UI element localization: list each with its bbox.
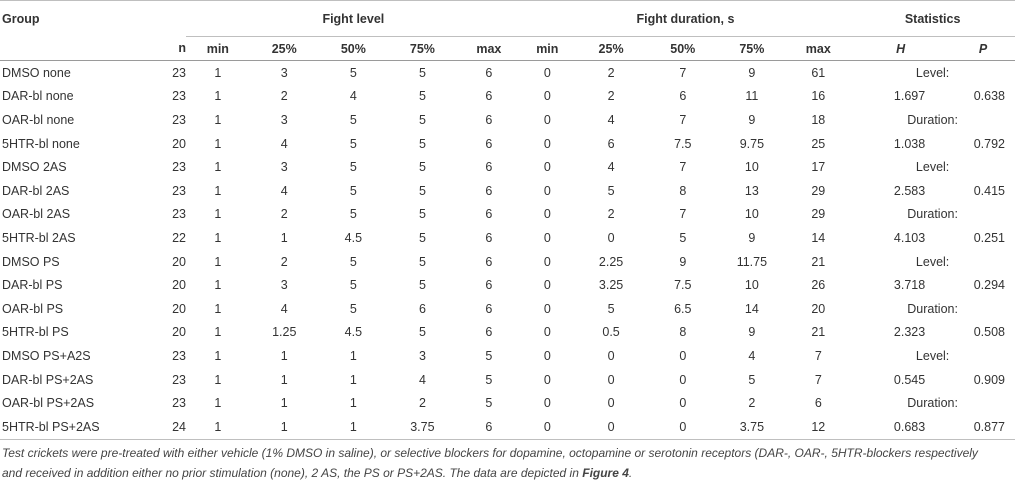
level-75-cell: 5	[418, 230, 426, 245]
duration-max-cell: 6	[814, 396, 822, 411]
level-75-cell: 5	[418, 278, 426, 293]
duration-50-cell: 7.5	[674, 136, 692, 151]
level-max-cell: 6	[485, 230, 493, 245]
p-cell: 0.415	[973, 183, 1005, 198]
figure-link[interactable]: Figure 4	[582, 466, 629, 480]
header-level-min: min	[186, 37, 250, 61]
n-cell: 20	[172, 136, 186, 151]
level-75-cell: 5	[418, 183, 426, 198]
duration-50-cell: 9	[679, 254, 687, 269]
duration-max-cell: 25	[811, 136, 826, 151]
level-50-cell: 4.5	[344, 325, 363, 340]
duration-75-cell: 10	[744, 207, 759, 222]
h-cell: 2.583	[893, 183, 926, 198]
level-25-cell: 2	[280, 254, 288, 269]
duration-max-cell: 18	[811, 112, 826, 127]
level-max-cell: 6	[485, 112, 493, 127]
level-75-cell: 5	[418, 325, 426, 340]
level-25-cell: 3	[280, 160, 288, 175]
level-75-cell: 2	[418, 396, 426, 411]
level-min-cell: 1	[214, 65, 222, 80]
level-min-cell: 1	[214, 301, 222, 316]
level-75-cell: 6	[418, 301, 426, 316]
level-50-cell: 1	[349, 348, 357, 363]
duration-min-cell: 0	[521, 415, 574, 439]
duration-max-cell: 20	[811, 301, 826, 316]
duration-50-cell: 8	[679, 325, 687, 340]
duration-75-cell: 9	[748, 325, 756, 340]
level-50-cell: 5	[349, 112, 357, 127]
table-row	[0, 368, 1015, 392]
h-cell: 0.545	[893, 372, 926, 387]
level-max-cell: 6	[485, 254, 493, 269]
group-cell: DAR-bl 2AS	[2, 183, 70, 198]
duration-50-cell: 7	[679, 160, 687, 175]
duration-25-cell: 6	[607, 136, 615, 151]
level-50-cell: 1	[349, 372, 357, 387]
table-row	[0, 61, 1015, 85]
p-cell: 0.638	[973, 89, 1005, 104]
duration-75-cell: 9.75	[739, 136, 765, 151]
footnote-period: .	[628, 466, 633, 480]
level-min-cell: 1	[214, 160, 222, 175]
duration-25-cell: 0	[607, 372, 615, 387]
group-cell: OAR-bl 2AS	[2, 207, 71, 222]
level-min-cell: 1	[186, 415, 250, 439]
statistics-label-cell: Level:	[915, 348, 950, 363]
level-min-cell: 1	[214, 348, 222, 363]
level-25-cell: 2	[280, 89, 288, 104]
h-cell: 1.038	[893, 136, 926, 151]
duration-25-cell: 2.25	[598, 254, 624, 269]
level-max-cell: 6	[485, 160, 493, 175]
header-duration-75: 75%	[717, 37, 786, 61]
statistics-label-cell: Level:	[915, 254, 950, 269]
level-50-cell: 5	[349, 301, 357, 316]
level-50-cell: 1	[319, 415, 388, 439]
duration-25-cell: 5	[607, 183, 615, 198]
level-25-cell: 2	[280, 207, 288, 222]
table-row	[0, 391, 1015, 415]
header-level-50: 50%	[319, 37, 388, 61]
level-25-cell: 1	[280, 230, 288, 245]
table-row	[0, 250, 1015, 274]
duration-max-cell: 21	[811, 254, 826, 269]
duration-50-cell: 0	[648, 415, 717, 439]
h-cell: 4.103	[893, 230, 926, 245]
header-level-max: max	[457, 37, 521, 61]
level-min-cell: 1	[214, 254, 222, 269]
level-min-cell: 1	[214, 396, 222, 411]
statistics-label-cell: Level:	[915, 160, 950, 175]
duration-75-cell: 11.75	[736, 254, 768, 269]
duration-min-cell: 0	[543, 207, 551, 222]
group-cell: 5HTR-bl 2AS	[2, 230, 76, 245]
n-cell: 23	[172, 183, 186, 198]
level-25-cell: 3	[280, 65, 288, 80]
duration-max-cell: 21	[811, 325, 826, 340]
duration-25-cell: 4	[607, 160, 615, 175]
header-h: H	[850, 37, 951, 61]
level-min-cell: 1	[214, 372, 222, 387]
group-cell: DMSO PS	[2, 254, 60, 269]
p-cell: 0.877	[951, 415, 1015, 439]
duration-min-cell: 0	[543, 278, 551, 293]
duration-25-cell: 0	[607, 230, 615, 245]
level-25-cell: 1	[280, 372, 288, 387]
duration-50-cell: 7	[679, 207, 687, 222]
duration-75-cell: 9	[748, 112, 756, 127]
duration-75-cell: 11	[745, 89, 759, 104]
header-duration-50: 50%	[648, 37, 717, 61]
p-cell: 0.508	[973, 325, 1005, 340]
level-50-cell: 5	[349, 65, 357, 80]
n-cell: 20	[172, 254, 186, 269]
table-row	[0, 132, 1015, 156]
duration-25-cell: 2	[607, 89, 615, 104]
duration-max-cell: 7	[814, 372, 822, 387]
level-50-cell: 4	[349, 89, 357, 104]
group-cell: OAR-bl PS	[2, 301, 64, 316]
level-max-cell: 6	[457, 415, 521, 439]
level-50-cell: 1	[349, 396, 357, 411]
level-min-cell: 1	[214, 136, 222, 151]
duration-50-cell: 5	[679, 230, 687, 245]
n-cell: 20	[172, 301, 186, 316]
duration-min-cell: 0	[543, 89, 551, 104]
level-min-cell: 1	[214, 89, 222, 104]
p-cell: 0.251	[973, 230, 1005, 245]
header-level-75: 75%	[388, 37, 457, 61]
duration-max-cell: 29	[811, 207, 826, 222]
table-row	[0, 203, 1015, 227]
table-row	[0, 108, 1015, 132]
group-cell: 5HTR-bl PS	[2, 325, 69, 340]
level-75-cell: 5	[418, 160, 426, 175]
statistics-label-cell: Duration:	[907, 207, 958, 222]
statistics-label-cell: Duration:	[907, 301, 958, 316]
level-25-cell: 3	[280, 278, 288, 293]
duration-75-cell: 9	[748, 230, 756, 245]
n-cell: 23	[172, 65, 186, 80]
level-min-cell: 1	[214, 278, 222, 293]
duration-50-cell: 0	[679, 372, 687, 387]
level-25-cell: 1	[280, 396, 288, 411]
level-25-cell: 4	[280, 136, 288, 151]
level-max-cell: 5	[485, 396, 493, 411]
duration-max-cell: 12	[786, 415, 850, 439]
level-max-cell: 6	[485, 301, 493, 316]
n-cell: 23	[172, 160, 186, 175]
footnote-line-1: Test crickets were pre-treated with either vehicle (1% DMSO in saline), or selective blockers for dopamine, octopamine or serotonin receptors (DAR-, OAR-, 5HTR-blockers respectively	[2, 446, 978, 460]
level-max-cell: 6	[485, 278, 493, 293]
level-25-cell: 1	[250, 415, 319, 439]
level-min-cell: 1	[214, 325, 222, 340]
table-row	[0, 344, 1015, 368]
level-25-cell: 4	[280, 301, 288, 316]
duration-50-cell: 0	[679, 396, 687, 411]
group-cell: DAR-bl none	[2, 89, 74, 104]
level-75-cell: 5	[418, 207, 426, 222]
n-cell: 23	[172, 89, 186, 104]
table-row	[0, 155, 1015, 179]
h-cell: 2.323	[893, 325, 926, 340]
header-statistics: Statistics	[850, 1, 1015, 37]
duration-min-cell: 0	[543, 160, 551, 175]
duration-25-cell: 2	[607, 65, 615, 80]
header-p: P	[951, 37, 1015, 61]
duration-max-cell: 16	[811, 89, 826, 104]
p-cell: 0.792	[973, 136, 1005, 151]
duration-min-cell: 0	[543, 396, 551, 411]
duration-75-cell: 2	[748, 396, 756, 411]
duration-75-cell: 4	[748, 348, 756, 363]
duration-75-cell: 14	[744, 301, 759, 316]
group-cell: DMSO 2AS	[2, 160, 67, 175]
n-cell: 23	[172, 348, 186, 363]
level-50-cell: 5	[349, 136, 357, 151]
n-cell: 24	[149, 415, 186, 439]
duration-25-cell: 0	[607, 348, 615, 363]
table-row	[0, 226, 1015, 250]
level-50-cell: 5	[349, 160, 357, 175]
level-max-cell: 6	[485, 183, 493, 198]
table-row	[0, 85, 1015, 109]
duration-min-cell: 0	[543, 348, 551, 363]
duration-min-cell: 0	[543, 372, 551, 387]
level-50-cell: 5	[349, 207, 357, 222]
duration-max-cell: 61	[811, 65, 826, 80]
n-cell: 23	[172, 207, 186, 222]
duration-min-cell: 0	[543, 301, 551, 316]
duration-max-cell: 14	[811, 230, 826, 245]
duration-25-cell: 5	[607, 301, 615, 316]
group-cell: OAR-bl PS+2AS	[2, 396, 95, 411]
level-min-cell: 1	[214, 112, 222, 127]
level-max-cell: 6	[485, 207, 493, 222]
duration-50-cell: 7	[679, 112, 687, 127]
level-min-cell: 1	[214, 183, 222, 198]
header-level-25: 25%	[250, 37, 319, 61]
group-cell: DMSO none	[2, 65, 71, 80]
duration-min-cell: 0	[543, 136, 551, 151]
duration-75-cell: 9	[748, 65, 756, 80]
n-cell: 20	[172, 278, 186, 293]
duration-max-cell: 17	[811, 160, 826, 175]
h-cell: 3.718	[893, 278, 926, 293]
duration-max-cell: 26	[811, 278, 826, 293]
duration-50-cell: 6.5	[674, 301, 692, 316]
duration-50-cell: 6	[679, 89, 687, 104]
n-cell: 23	[172, 396, 186, 411]
level-25-cell: 1	[280, 348, 288, 363]
duration-min-cell: 0	[543, 325, 551, 340]
level-75-cell: 5	[418, 89, 426, 104]
group-cell: OAR-bl none	[2, 112, 75, 127]
header-fight-level: Fight level	[186, 1, 521, 37]
n-cell: 20	[172, 325, 186, 340]
level-50-cell: 5	[349, 278, 357, 293]
p-cell: 0.909	[973, 372, 1005, 387]
duration-25-cell: 0	[574, 415, 648, 439]
header-duration-25: 25%	[574, 37, 648, 61]
group-cell: 5HTR-bl none	[2, 136, 80, 151]
level-max-cell: 6	[485, 325, 493, 340]
level-25-cell: 3	[280, 112, 288, 127]
level-max-cell: 6	[485, 65, 493, 80]
header-duration-max: max	[786, 37, 850, 61]
group-cell: 5HTR-bl PS+2AS	[0, 415, 149, 439]
group-cell: DMSO PS+A2S	[2, 348, 91, 363]
level-50-cell: 5	[349, 183, 357, 198]
level-75-cell: 4	[418, 372, 426, 387]
n-cell: 23	[172, 372, 186, 387]
level-75-cell: 5	[418, 112, 426, 127]
level-min-cell: 1	[214, 207, 222, 222]
table-row	[0, 273, 1015, 297]
duration-75-cell: 13	[744, 183, 759, 198]
footnote-text: and received in addition either no prior stimulation (none), 2 AS, the PS or PS+2AS. The data are depicted in	[2, 466, 583, 480]
header-group: Group	[0, 1, 149, 37]
duration-min-cell: 0	[543, 65, 551, 80]
level-75-cell: 5	[418, 65, 426, 80]
table-footnote	[2, 443, 1002, 483]
duration-25-cell: 0.5	[602, 325, 620, 340]
duration-min-cell: 0	[543, 112, 551, 127]
duration-25-cell: 3.25	[598, 278, 624, 293]
level-75-cell: 3.75	[388, 415, 457, 439]
level-max-cell: 5	[485, 372, 493, 387]
header-fight-duration: Fight duration, s	[521, 1, 850, 37]
duration-min-cell: 0	[543, 230, 551, 245]
p-cell: 0.294	[973, 278, 1005, 293]
level-min-cell: 1	[214, 230, 222, 245]
level-50-cell: 5	[349, 254, 357, 269]
level-75-cell: 5	[418, 136, 426, 151]
duration-50-cell: 7.5	[674, 278, 692, 293]
duration-75-cell: 10	[744, 160, 759, 175]
table-row	[0, 415, 1015, 439]
h-cell: 1.697	[893, 89, 926, 104]
duration-25-cell: 2	[607, 207, 615, 222]
level-25-cell: 4	[280, 183, 288, 198]
table-row	[0, 179, 1015, 203]
level-75-cell: 3	[418, 348, 426, 363]
duration-50-cell: 8	[679, 183, 687, 198]
group-cell: DAR-bl PS+2AS	[2, 372, 94, 387]
header-duration-min: min	[521, 37, 574, 61]
duration-max-cell: 29	[811, 183, 826, 198]
duration-75-cell: 3.75	[717, 415, 786, 439]
duration-50-cell: 0	[679, 348, 687, 363]
duration-75-cell: 5	[748, 372, 756, 387]
statistics-label-cell: Level:	[915, 65, 950, 80]
duration-50-cell: 7	[679, 65, 687, 80]
level-max-cell: 6	[485, 136, 493, 151]
statistics-label-cell: Duration:	[907, 112, 958, 127]
header-n: n	[149, 37, 186, 61]
footnote-line-2	[2, 463, 1002, 483]
n-cell: 22	[172, 230, 186, 245]
duration-min-cell: 0	[543, 183, 551, 198]
duration-25-cell: 4	[607, 112, 615, 127]
statistics-label-cell: Duration:	[907, 396, 958, 411]
level-max-cell: 6	[485, 89, 493, 104]
n-cell: 23	[172, 112, 186, 127]
level-50-cell: 4.5	[344, 230, 363, 245]
group-cell: DAR-bl PS	[2, 278, 63, 293]
duration-max-cell: 7	[814, 348, 822, 363]
duration-25-cell: 0	[607, 396, 615, 411]
duration-75-cell: 10	[744, 278, 759, 293]
level-75-cell: 5	[418, 254, 426, 269]
level-25-cell: 1.25	[272, 325, 297, 340]
h-cell: 0.683	[850, 415, 951, 439]
level-max-cell: 5	[485, 348, 493, 363]
table-row	[0, 321, 1015, 345]
table-row	[0, 297, 1015, 321]
duration-min-cell: 0	[543, 254, 551, 269]
